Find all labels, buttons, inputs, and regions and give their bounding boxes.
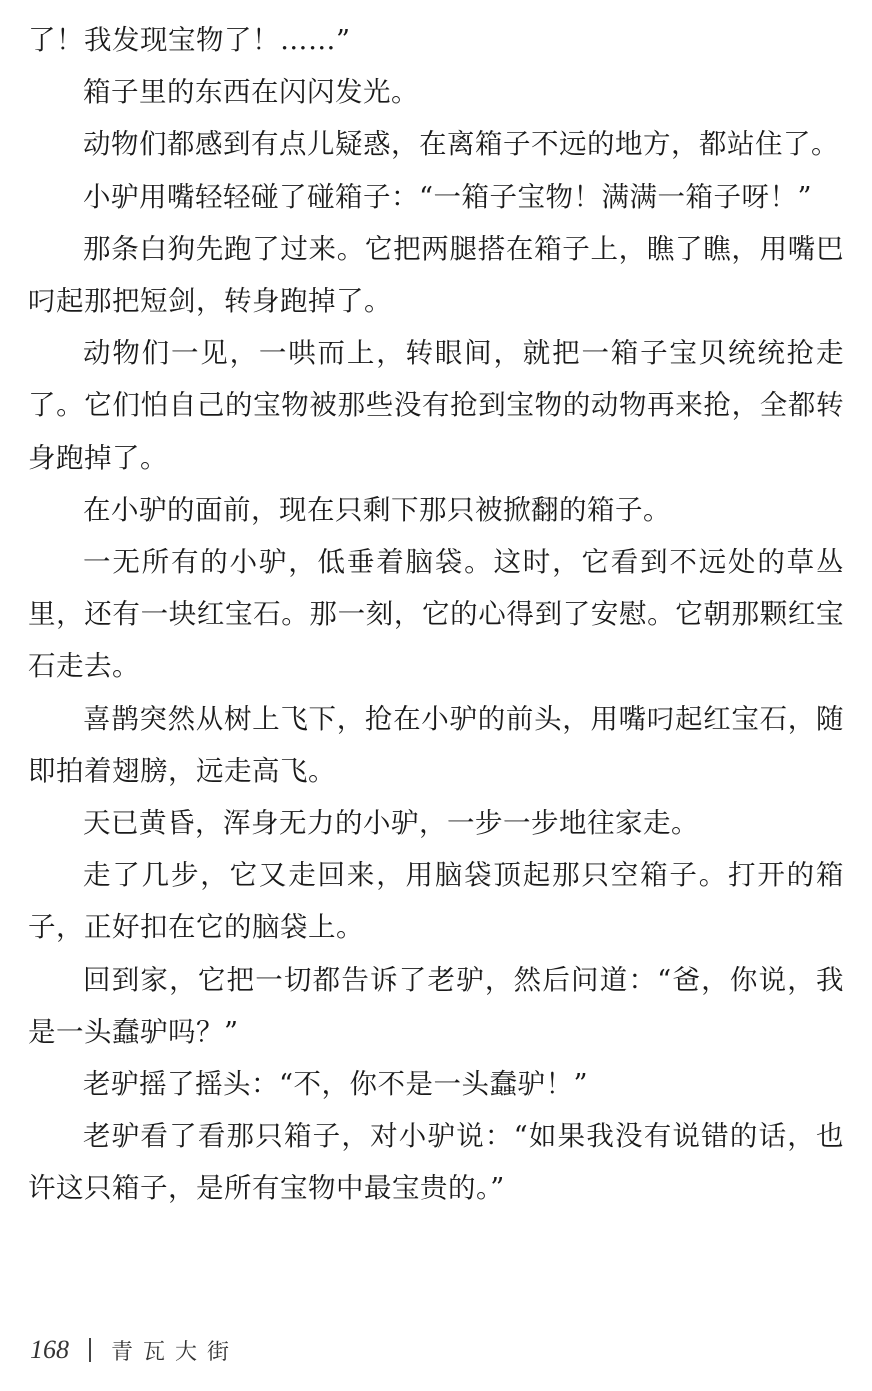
paragraph: 动物们一见，一哄而上，转眼间，就把一箱子宝贝统统抢走了。它们怕自己的宝物被那些没有抢到宝物的动物再来抢，全都转身跑掉了。: [28, 337, 844, 474]
paragraph: 回到家，它把一切都告诉了老驴，然后问道：“爸，你说，我是一头蠢驴吗？”: [28, 963, 844, 1048]
book-title: 青瓦大街: [111, 1339, 240, 1365]
footer-divider: [89, 1338, 91, 1362]
paragraph: 喜鹊突然从树上飞下，抢在小驴的前头，用嘴叼起红宝石，随即拍着翅膀，远走高飞。: [28, 702, 844, 787]
story-text: [28, 14, 844, 1215]
paragraph: 了！我发现宝物了！……”: [28, 24, 351, 56]
paragraph: 老驴摇了摇头：“不，你不是一头蠢驴！”: [83, 1068, 589, 1101]
page-footer: [30, 1330, 239, 1370]
paragraph: 动物们都感到有点儿疑惑，在离箱子不远的地方，都站住了。: [83, 128, 839, 161]
paragraph: 老驴看了看那只箱子，对小驴说：“如果我没有说错的话，也许这只箱子，是所有宝物中最宝贵的。”: [28, 1120, 844, 1205]
paragraph: 一无所有的小驴，低垂着脑袋。这时，它看到不远处的草丛里，还有一块红宝石。那一刻，它的心得到了安慰。它朝那颗红宝石走去。: [28, 546, 844, 683]
paragraph: 天已黄昏，浑身无力的小驴，一步一步地往家走。: [83, 807, 699, 840]
paragraph: 那条白狗先跑了过来。它把两腿搭在箱子上，瞧了瞧，用嘴巴叼起那把短剑，转身跑掉了。: [28, 232, 844, 318]
paragraph: 小驴用嘴轻轻碰了碰箱子：“一箱子宝物！满满一箱子呀！”: [83, 180, 813, 213]
paragraph: 走了几步，它又走回来，用脑袋顶起那只空箱子。打开的箱子，正好扣在它的脑袋上。: [28, 859, 844, 944]
paragraph: 箱子里的东西在闪闪发光。: [83, 76, 419, 109]
paragraph: 在小驴的面前，现在只剩下那只被掀翻的箱子。: [83, 493, 671, 526]
page-number: 168: [30, 1335, 69, 1364]
